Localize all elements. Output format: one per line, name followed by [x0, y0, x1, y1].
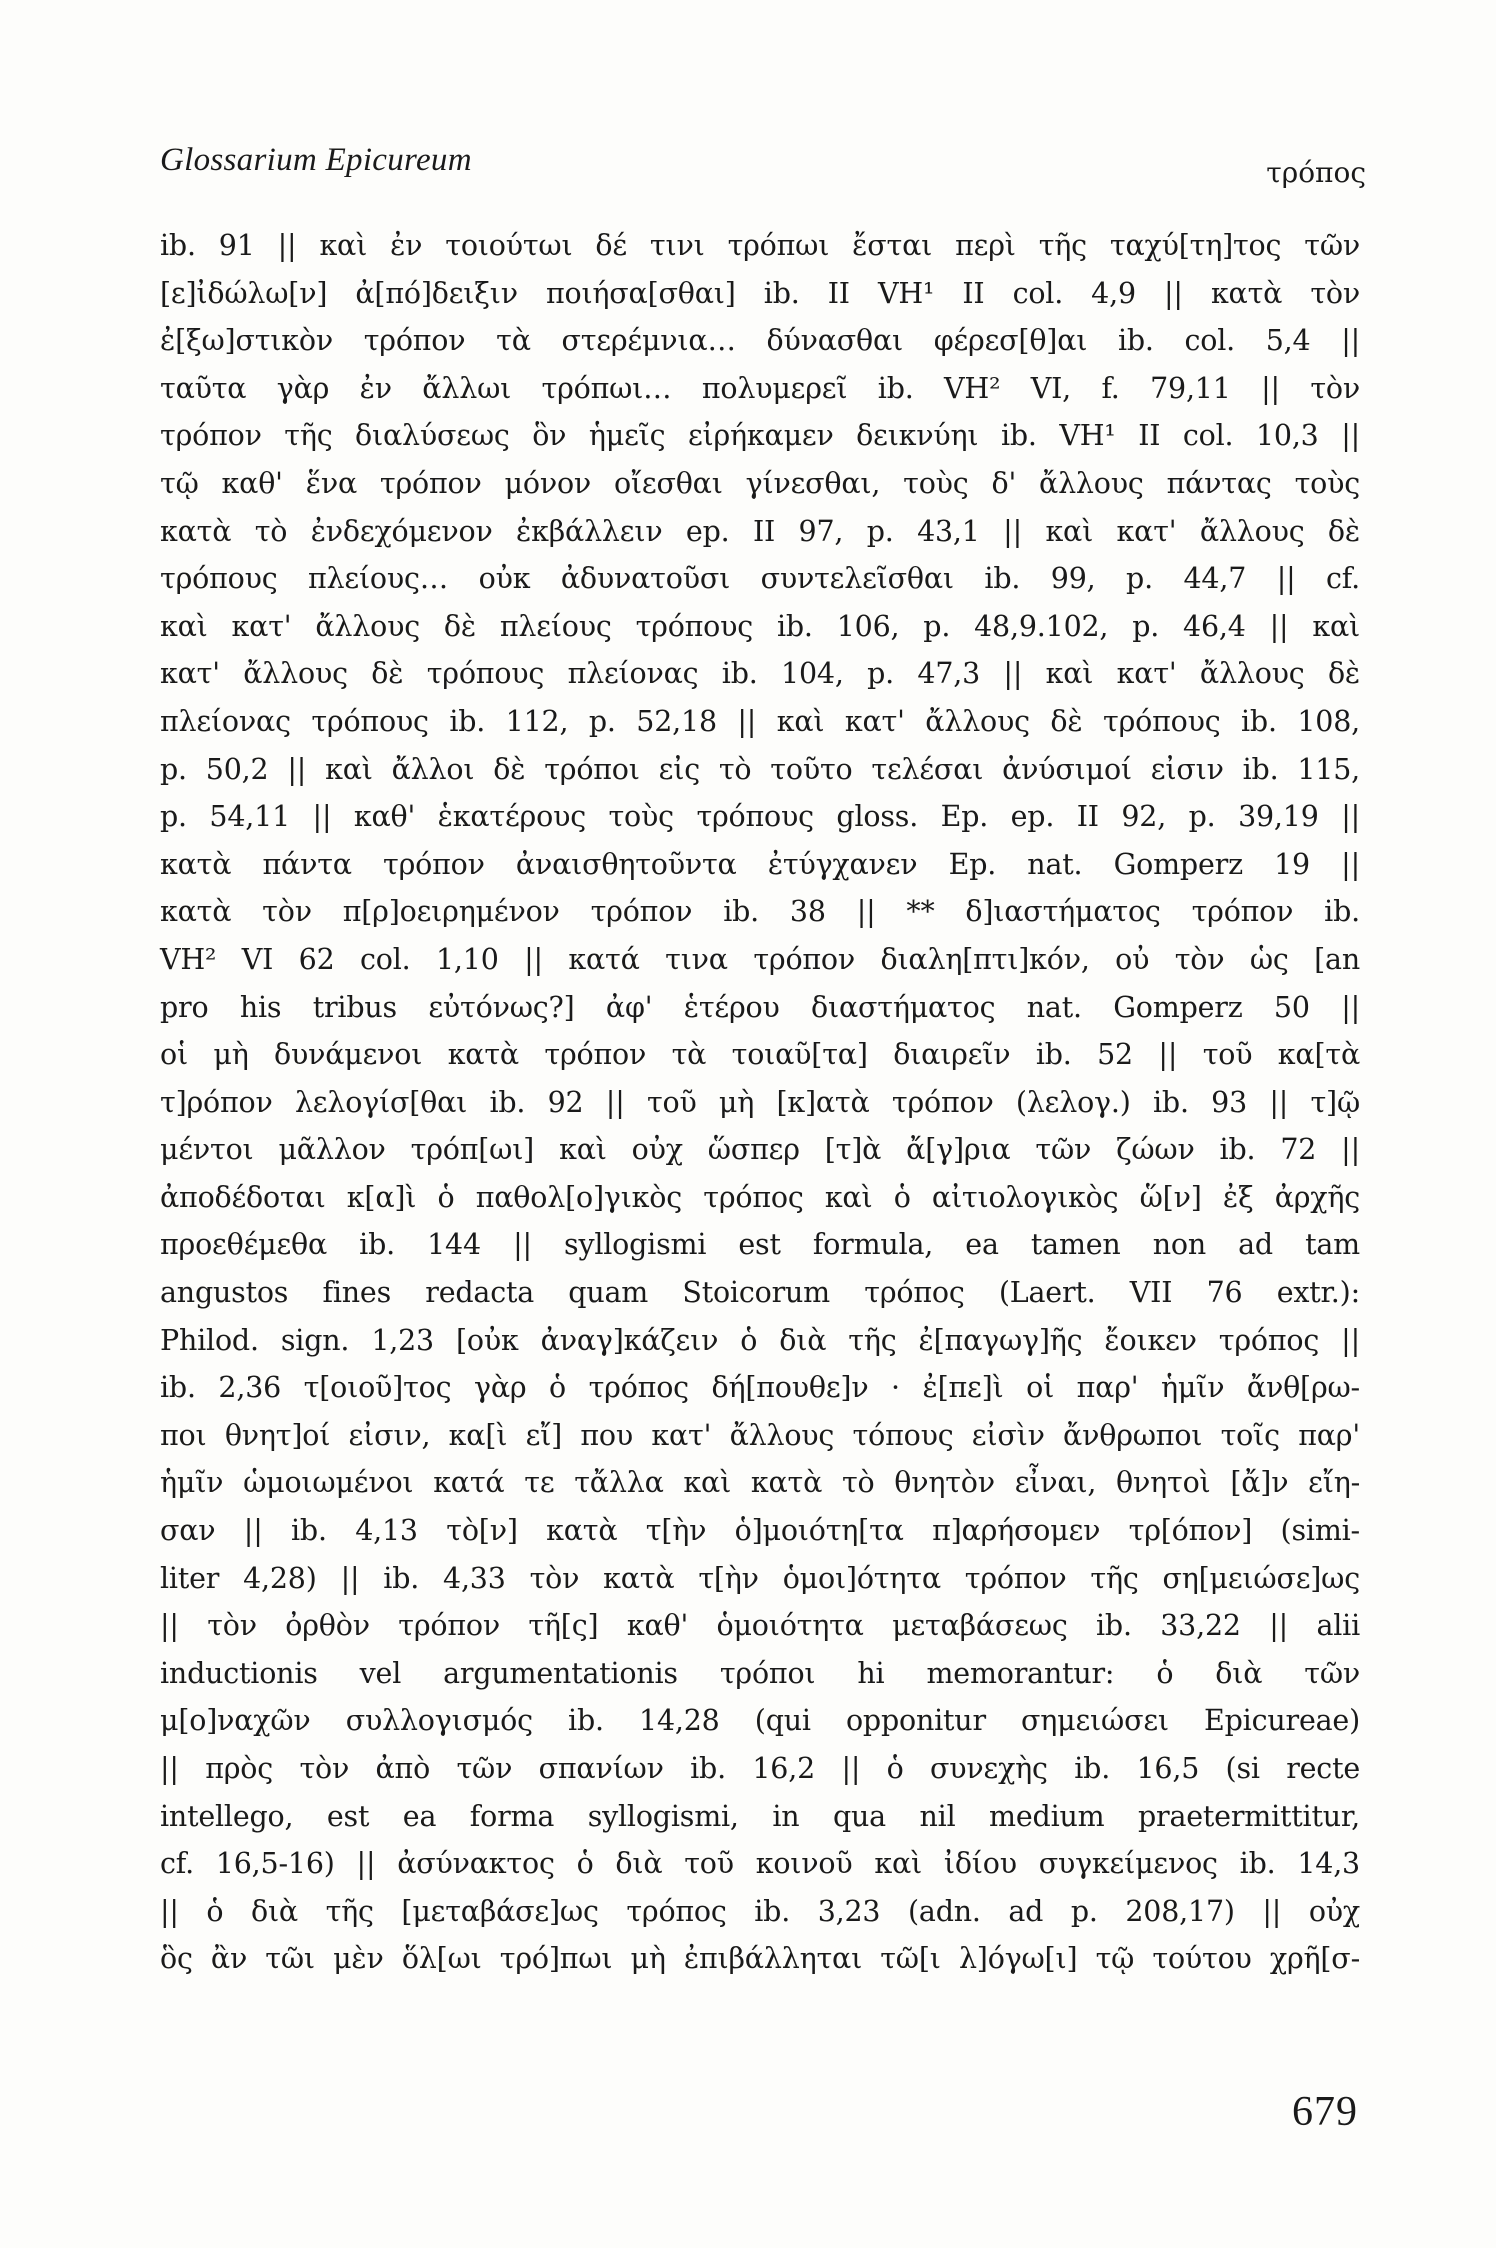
entry-body [160, 222, 1360, 1983]
text-line: τ]ρόπον λελογίσ[θαι ib. 92 || τοῦ μὴ [κ]ατὰ τρόπον (λελογ.) ib. 93 || τ]ῷ [160, 1085, 1360, 1119]
text-line: πλείονας τρόπους ib. 112, p. 52,18 || καὶ κατ' ἄλλους δὲ τρόπους ib. 108, [160, 704, 1360, 738]
text-line: ib. 91 || καὶ ἐν τοιούτωι δέ τινι τρόπωι ἔσται περὶ τῆς ταχύ[τη]τος τῶν [160, 229, 1360, 262]
text-line: || πρὸς τὸν ἀπὸ τῶν σπανίων ib. 16,2 || ὁ συνεχὴς ib. 16,5 (si recte [160, 1752, 1360, 1785]
text-line: p. 50,2 || καὶ ἄλλοι δὲ τρόποι εἰς τὸ τοῦτο τελέσαι ἀνύσιμοί εἰσιν ib. 115, [160, 752, 1360, 786]
page-number: 679 [1292, 2089, 1358, 2135]
text-line: ἀποδέδοται κ[α]ὶ ὁ παθολ[ο]γικὸς τρόπος καὶ ὁ αἰτιολογικὸς ὥ[ν] ἐξ ἀρχῆς [160, 1180, 1360, 1214]
text-line: τρόπον τῆς διαλύσεως ὃν ἡμεῖς εἰρήκαμεν δεικνύηι ib. VH¹ II col. 10,3 || [160, 419, 1360, 453]
text-line: [ε]ἰδώλω[ν] ἀ[πό]δειξιν ποιήσα[σθαι] ib. II VH¹ II col. 4,9 || κατὰ τὸν [160, 276, 1360, 310]
text-line: ταῦτα γὰρ ἐν ἄλλωι τρόπωι… πολυμερεῖ ib. VH² VI, f. 79,11 || τὸν [160, 371, 1360, 405]
text-line: ἐ[ξω]στικὸν τρόπον τὰ στερέμνια… δύνασθαι φέρεσ[θ]αι ib. col. 5,4 || [160, 324, 1360, 358]
text-line: κατὰ τὸ ἐνδεχόμενον ἐκβάλλειν ep. II 97, p. 43,1 || καὶ κατ' ἄλλους δὲ [160, 514, 1360, 548]
text-line: inductionis vel argumentationis τρόποι hi memorantur: ὁ διὰ τῶν [160, 1656, 1360, 1690]
text-line: pro his tribus εὐτόνως?] ἀφ' ἑτέρου διαστήματος nat. Gomperz 50 || [160, 990, 1360, 1024]
text-line: ib. 2,36 τ[οιοῦ]τος γὰρ ὁ τρόπος δή[πουθε]ν · ἐ[πε]ὶ οἱ παρ' ἡμῖν ἄνθ[ρω- [160, 1371, 1360, 1405]
text-line: τρόπους πλείους… οὐκ ἀδυνατοῦσι συντελεῖσθαι ib. 99, p. 44,7 || cf. [160, 562, 1360, 596]
running-head-title: Glossarium Epicureum [160, 142, 472, 178]
text-line: ποι θνητ]οί εἰσιν, κα[ὶ εἴ] που κατ' ἄλλους τόπους εἰσὶν ἄνθρωποι τοῖς παρ' [160, 1418, 1360, 1452]
text-line: ἡμῖν ὡμοιωμένοι κατά τε τἄλλα καὶ κατὰ τὸ θνητὸν εἶναι, θνητοὶ [ἄ]ν εἴη- [160, 1466, 1360, 1500]
text-line: Philod. sign. 1,23 [οὐκ ἀναγ]κάζειν ὁ διὰ τῆς ἐ[παγωγ]ῆς ἔοικεν τρόπος || [160, 1323, 1360, 1357]
text-line: κατὰ τὸν π[ρ]οειρημένον τρόπον ib. 38 || ** δ]ιαστήματος τρόπον ib. [160, 895, 1360, 929]
text-line: καὶ κατ' ἄλλους δὲ πλείους τρόπους ib. 106, p. 48,9.102, p. 46,4 || καὶ [160, 609, 1360, 643]
text-line: μ[ο]ναχῶν συλλογισμός ib. 14,28 (qui opponitur σημειώσει Epicureae) [160, 1704, 1360, 1738]
text-line: οἱ μὴ δυνάμενοι κατὰ τρόπον τὰ τοιαῦ[τα] διαιρεῖν ib. 52 || τοῦ κα[τὰ [160, 1038, 1360, 1072]
text-line: κατ' ἄλλους δὲ τρόπους πλείονας ib. 104, p. 47,3 || καὶ κατ' ἄλλους δὲ [160, 657, 1360, 691]
text-line: liter 4,28) || ib. 4,33 τὸν κατὰ τ[ὴν ὁμοι]ότητα τρόπον τῆς ση[μειώσε]ως [160, 1561, 1360, 1595]
text-line: κατὰ πάντα τρόπον ἀναισθητοῦντα ἐτύγχανεν Ep. nat. Gomperz 19 || [160, 847, 1360, 881]
text-line: cf. 16,5-16) || ἀσύνακτος ὁ διὰ τοῦ κοινοῦ καὶ ἰδίου συγκείμενος ib. 14,3 [160, 1847, 1360, 1881]
text-line: μέντοι μᾶλλον τρόπ[ωι] καὶ οὐχ ὥσπερ [τ]ὰ ἄ[γ]ρια τῶν ζώων ib. 72 || [160, 1133, 1360, 1167]
text-line: p. 54,11 || καθ' ἑκατέρους τοὺς τρόπους gloss. Ep. ep. II 92, p. 39,19 || [160, 800, 1360, 834]
running-head-lemma: τρόπος [1266, 156, 1366, 189]
text-line: || τὸν ὀρθὸν τρόπον τῆ[ς] καθ' ὁμοιότητα μεταβάσεως ib. 33,22 || alii [160, 1609, 1360, 1643]
text-line: προεθέμεθα ib. 144 || syllogismi est formula, ea tamen non ad tam [160, 1228, 1360, 1262]
text-line: intellego, est ea forma syllogismi, in qua nil medium praetermittitur, [160, 1799, 1360, 1833]
text-line: VH² VI 62 col. 1,10 || κατά τινα τρόπον διαλη[πτι]κόν, οὐ τὸν ὡς [an [160, 942, 1360, 976]
text-line: ὃς ἂν τῶι μὲν ὅλ[ωι τρό]πωι μὴ ἐπιβάλληται τῶ[ι λ]όγω[ι] τῷ τούτου χρῆ[σ- [160, 1942, 1360, 1976]
text-line: angustos fines redacta quam Stoicorum τρόπος (Laert. VII 76 extr.): [160, 1276, 1360, 1310]
text-line: σαν || ib. 4,13 τὸ[ν] κατὰ τ[ὴν ὁ]μοιότη[τα π]αρήσομεν τρ[όπον] (simi- [160, 1514, 1360, 1548]
running-head [160, 142, 1366, 192]
text-line: || ὁ διὰ τῆς [μεταβάσε]ως τρόπος ib. 3,23 (adn. ad p. 208,17) || οὐχ [160, 1894, 1360, 1928]
text-line: τῷ καθ' ἕνα τρόπον μόνον οἴεσθαι γίνεσθαι, τοὺς δ' ἄλλους πάντας τοὺς [160, 466, 1360, 500]
